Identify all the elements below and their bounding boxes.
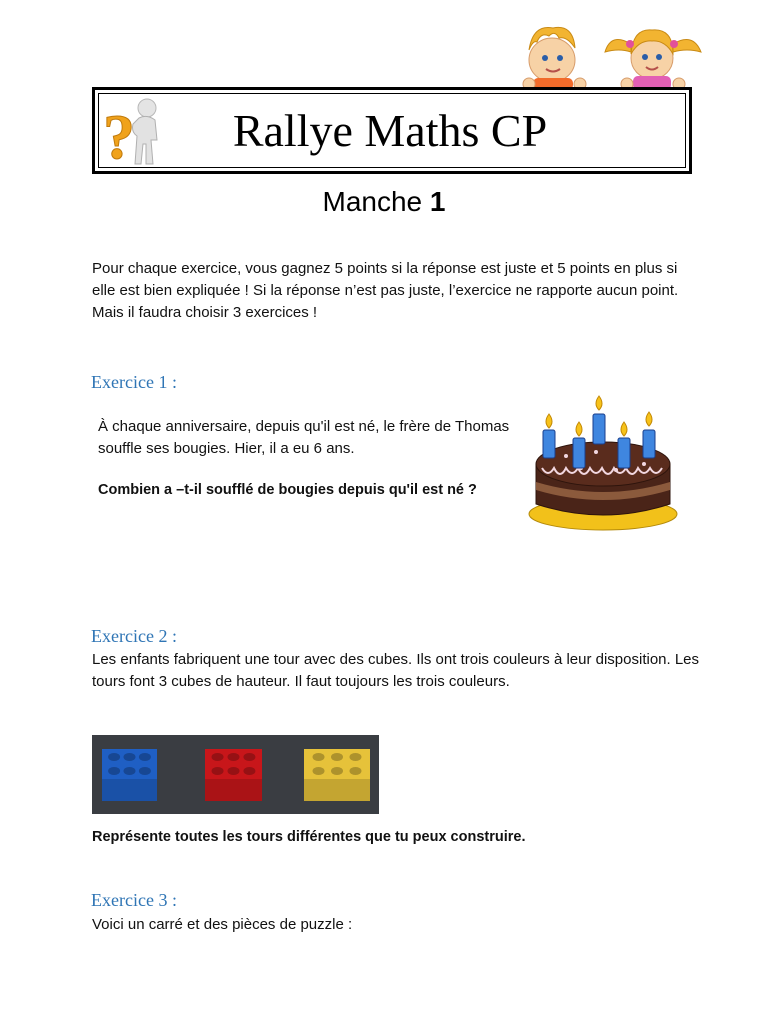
lego-brick <box>205 749 262 801</box>
round-number: 1 <box>429 186 446 217</box>
lego-bricks-panel <box>92 735 379 814</box>
exercise-1-question: Combien a –t-il soufflé de bougies depuis qu'il est né ? <box>98 482 477 498</box>
kids-illustration <box>515 14 710 92</box>
exercise-2-title: Exercice 2 : <box>91 626 177 646</box>
exercise-1-text: À chaque anniversaire, depuis qu'il est né, le frère de Thomas souffle ses bougies. Hier, il a eu 6 ans. <box>98 418 510 457</box>
intro-paragraph: Pour chaque exercice, vous gagnez 5 points si la réponse est juste et 5 points en plus si elle est bien expliquée ! Si la réponse n’est pas juste, l’exercice ne rapporte aucun point. Mais il faudra choisir 3 exercices ! <box>92 260 679 321</box>
lego-brick <box>102 749 157 801</box>
lego-brick <box>304 749 370 801</box>
birthday-cake-illustration <box>526 394 681 534</box>
exercise-1-title: Exercice 1 : <box>91 372 177 392</box>
title-banner <box>92 87 692 174</box>
exercise-3-title: Exercice 3 : <box>91 890 177 910</box>
exercise-2-question: Représente toutes les tours différentes que tu peux construire. <box>92 829 526 845</box>
round-heading <box>0 182 768 222</box>
exercise-3-text: Voici un carré et des pièces de puzzle : <box>92 916 353 933</box>
page-title: Rallye Maths CP <box>232 105 548 156</box>
exercise-2-text: Les enfants fabriquent une tour avec des cubes. Ils ont trois couleurs à leur disposition. Les tours font 3 cubes de hauteur. Il faut toujours les trois couleurs. <box>92 651 700 690</box>
lego-bricks <box>92 735 379 814</box>
svg-text:?: ? <box>103 101 135 168</box>
round-label: Manche <box>322 186 430 217</box>
